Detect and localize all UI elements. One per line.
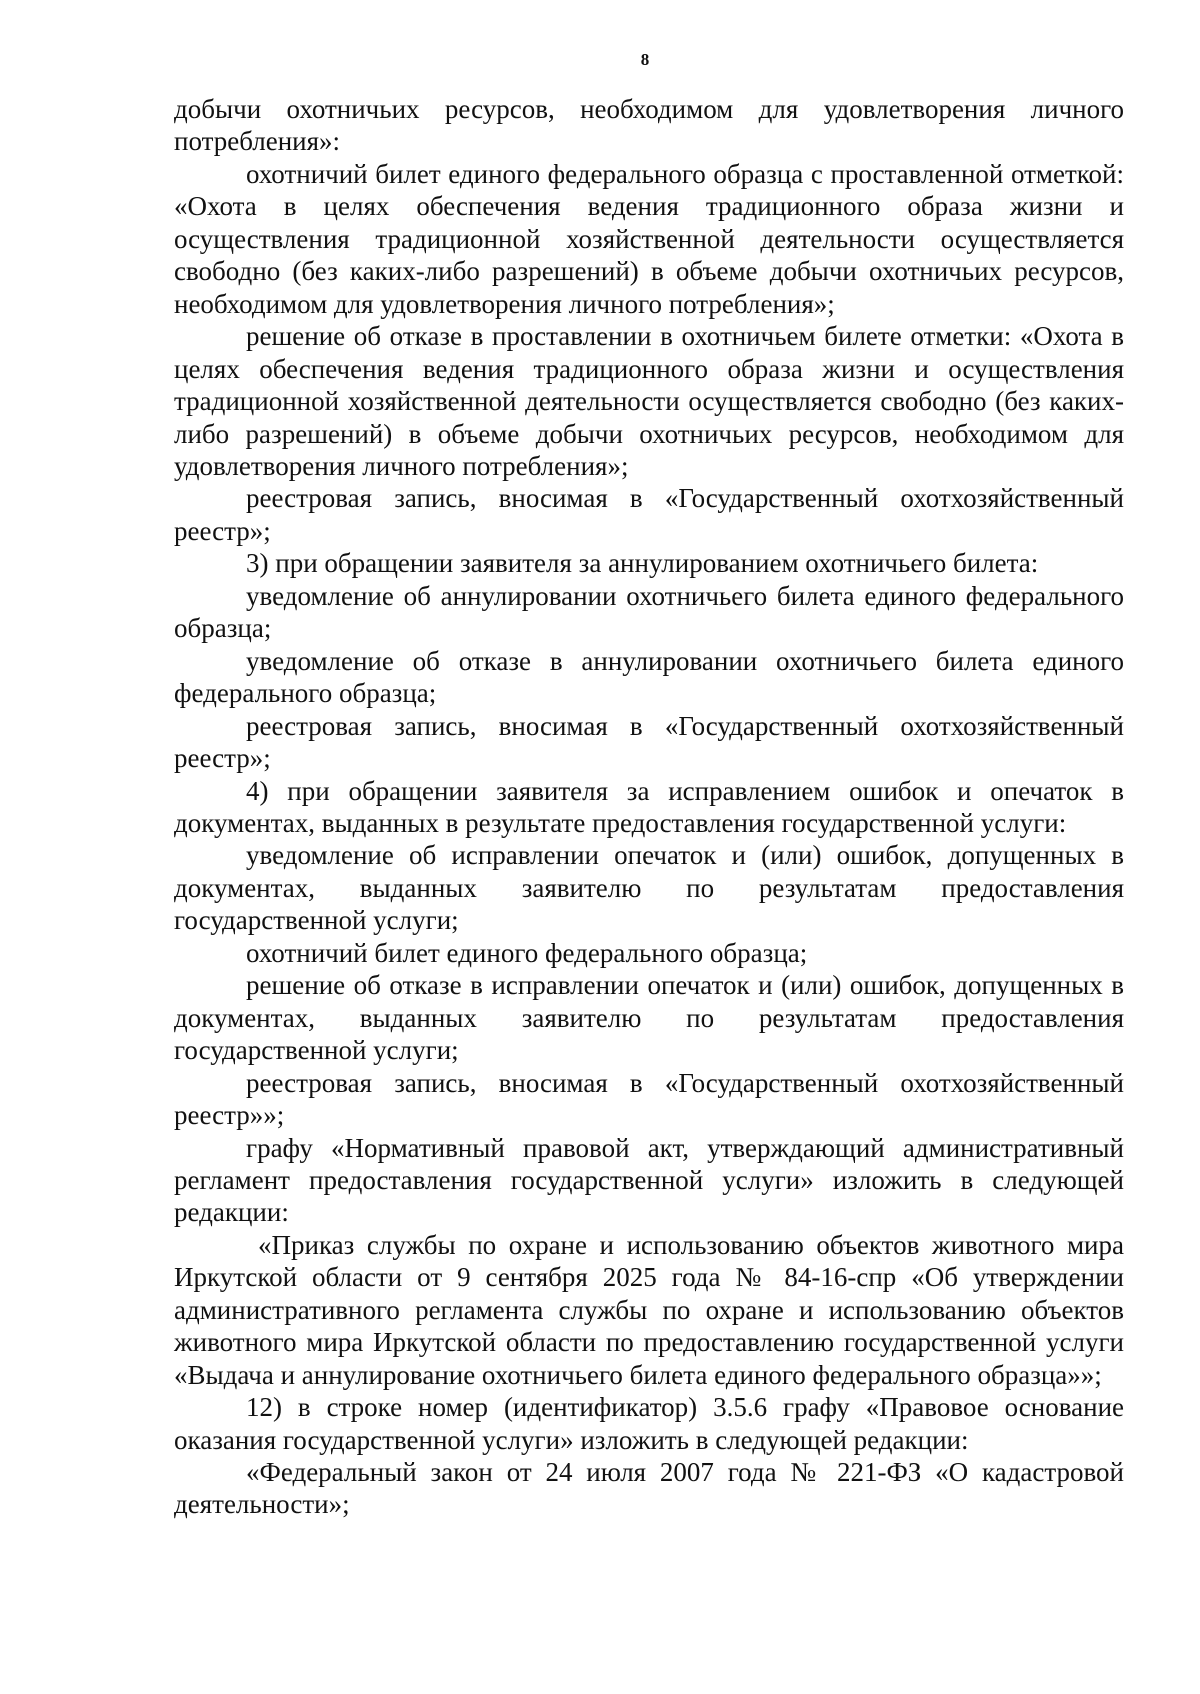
paragraph: уведомление об аннулировании охотничьего билета единого федерального образца; bbox=[174, 580, 1124, 644]
quoted-order-paragraph: «Приказ службы по охране и использованию объектов животного мира Иркутской области от 9 сентября 2025 года № 84-16-спр «Об утверждении административного регламента службы по охране и использованию объектов животного мира Иркутской области по предоставлению государственной услуги «Выдача и аннулирование охотничьего билета единого федерального образца»»; bbox=[174, 1229, 1124, 1390]
paragraph: охотничий билет единого федерального образца; bbox=[246, 937, 808, 968]
paragraph: решение об отказе в исправлении опечаток и (или) ошибок, допущенных в документах, выданных заявителю по результатам предоставления государственной услуги; bbox=[174, 970, 1124, 1066]
paragraph: реестровая запись, вносимая в «Государственный охотхозяйственный реестр»»; bbox=[174, 1067, 1124, 1131]
paragraph: уведомление об отказе в аннулировании охотничьего билета единого федерального образца; bbox=[174, 645, 1124, 709]
paragraph: охотничий билет единого федерального образца с проставленной отметкой: «Охота в целях обеспечения ведения традиционного образа жизни и осуществления традиционной хозяйственной деятельности осуществляется свободно (без каких-либо разрешений) в объеме добычи охотничьих ресурсов, необходимом для удовлетворения личного потребления»; bbox=[174, 158, 1124, 319]
paragraph: решение об отказе в проставлении в охотничьем билете отметки: «Охота в целях обеспечения ведения традиционного образа жизни и осуществления традиционной хозяйственной деятельности осуществляется свободно (без каких-либо разрешений) в объеме добычи охотничьих ресурсов, необходимом для удовлетворения личного потребления»; bbox=[174, 321, 1124, 481]
paragraph: добычи охотничьих ресурсов, необходимом для удовлетворения личного потребления»: bbox=[174, 94, 1124, 157]
list-item-paragraph: 12) в строке номер (идентификатор) 3.5.6 графу «Правовое основание оказания государственной услуги» изложить в следующей редакции: bbox=[174, 1392, 1124, 1455]
paragraph: уведомление об исправлении опечаток и (или) ошибок, допущенных в документах, выданных заявителю по результатам предоставления государственной услуги; bbox=[174, 840, 1124, 936]
list-item-paragraph: 4) при обращении заявителя за исправлением ошибок и опечаток в документах, выданных в результате предоставления государственной услуги: bbox=[174, 775, 1124, 838]
document-body bbox=[174, 93, 1124, 1521]
page-number: 8 bbox=[640, 50, 650, 69]
paragraph: «Федеральный закон от 24 июля 2007 года № 221-ФЗ «О кадастровой деятельности»; bbox=[174, 1457, 1124, 1520]
paragraph: графу «Нормативный правовой акт, утверждающий административный регламент предоставления государственной услуги» изложить в следующей редакции: bbox=[174, 1132, 1124, 1228]
paragraph: реестровая запись, вносимая в «Государственный охотхозяйственный реестр»; bbox=[174, 710, 1124, 774]
list-item-paragraph: 3) при обращении заявителя за аннулированием охотничьего билета: bbox=[246, 548, 1039, 579]
paragraph: реестровая запись, вносимая в «Государственный охотхозяйственный реестр»; bbox=[174, 483, 1124, 546]
